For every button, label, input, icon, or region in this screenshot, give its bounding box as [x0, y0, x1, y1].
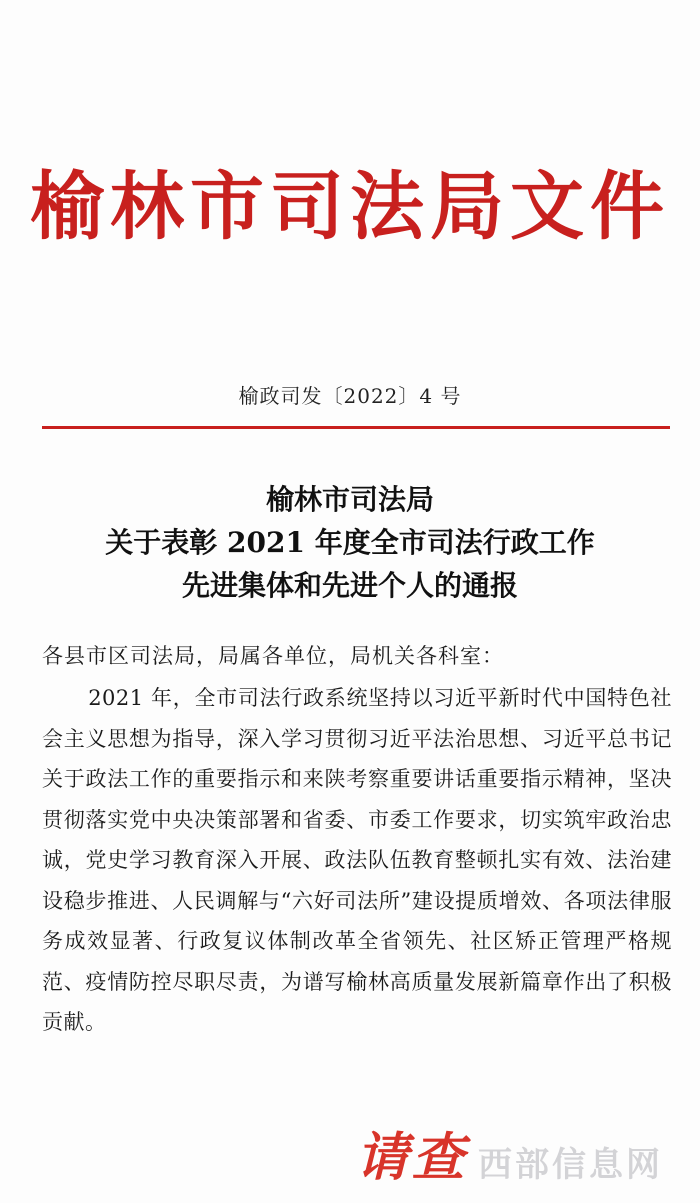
document-masthead: 榆林市司法局文件 [30, 164, 670, 250]
body-paragraph-1: 2021 年，全市司法行政系统坚持以习近平新时代中国特色社会主义思想为指导，深入学习贯彻习近平法治思想、习近平总书记关于政法工作的重要指示和来陕考察重要讲话重要指示精神，坚决贯彻落实党中央决策部署和省委、市委工作要求，切实筑牢政治忠诚，党史学习教育深入开展、政法队伍教育整顿扎实有效、法治建设稳步推进、人民调解与“六好司法所”建设提质增效、各项法律服务成效显著、行政复议体制改革全省领先、社区矫正管理严格规范、疫情防控尽职尽责，为谱写榆林高质量发展新篇章作出了积极贡献。 [42, 686, 672, 1034]
watermark-site-text: 西部信息网 [478, 1145, 663, 1185]
salutation: 各县市区司法局，局属各单位，局机关各科室： [42, 644, 504, 668]
red-divider-line [42, 426, 670, 429]
title-line-1: 榆林市司法局 [265, 483, 434, 516]
title-line-2: 关于表彰 2021 年度全市司法行政工作 [105, 526, 595, 559]
watermark-stamp-text: 请查 [356, 1127, 469, 1188]
document-number: 榆政司发〔2022〕4 号 [238, 384, 462, 408]
notice-title [0, 478, 700, 607]
title-line-3: 先进集体和先进个人的通报 [181, 569, 518, 602]
watermark [350, 1128, 700, 1203]
